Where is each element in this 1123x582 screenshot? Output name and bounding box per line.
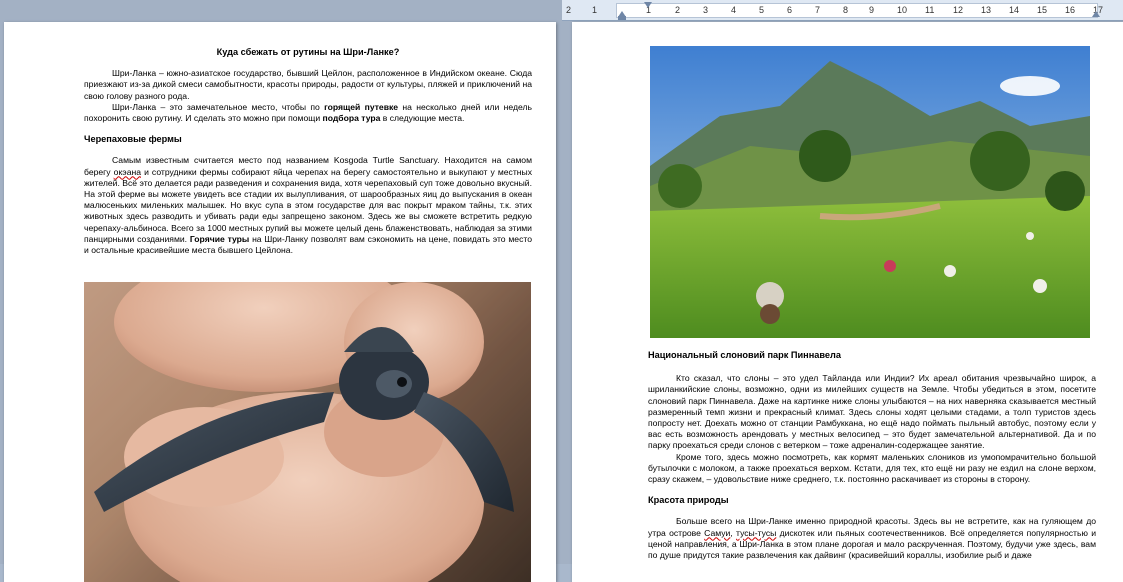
ruler-track	[616, 3, 1098, 18]
first-line-indent-marker[interactable]	[644, 2, 652, 8]
paragraph: Кроме того, здесь можно посмотреть, как кормят маленьких слоников из умопомрачительно большой бутылочки с молоком, а также проехаться верхом. Кстати, для тех, кто ещё ни разу не ездил на слоне верхом, сразу скажем, – удовольствие ниже среднего, т.к. постоянно раскачивает из стороны в сторону.	[648, 451, 1096, 485]
ruler-label: 1	[646, 5, 652, 15]
ruler-label: 5	[759, 5, 765, 15]
document-page-1[interactable]	[4, 22, 556, 582]
ruler-label: 11	[925, 5, 935, 15]
ruler-label: 13	[981, 5, 992, 15]
paragraph: Шри-Ланка – южно-азиатское государство, бывший Цейлон, расположенное в Индийском океане. Сюда приезжают из-за дикой смеси самобытности, красоты природы, радости от культуры, пляжей и приключений на свою голову разного рода.	[84, 68, 532, 101]
ruler-label: 15	[1037, 5, 1048, 15]
ruler-label: 2	[675, 5, 681, 15]
ruler-label: 12	[953, 5, 964, 15]
ruler-label: 16	[1065, 5, 1076, 15]
tea-plantation-photo	[650, 46, 1090, 338]
paragraph: Больше всего на Шри-Ланке именно природной красоты. Здесь вы не встретите, как на гуляющем до утра острове Самуи, тусы-тусы дискотек или пьяных соотечественников. Всё определяется популярностью и ценой направления, а Шри-Ланка в этом плане дорогая и мало раскрученная. Поэтому, будучи уже здесь, вам по душе придутся такие развлечения как дайвинг (красивейший кораллы, изобилие рыб и даже	[648, 516, 1096, 561]
section-heading: Красота природы	[648, 495, 729, 506]
ruler-label: 17	[1093, 5, 1104, 15]
ruler-label: 14	[1009, 5, 1020, 15]
ruler-label: 1	[592, 5, 598, 15]
left-indent-marker[interactable]	[618, 16, 626, 20]
ruler-label: 8	[843, 5, 849, 15]
paragraph: Самым известным считается место под названием Kosgoda Turtle Sanctuary. Находится на самом берегу окэана и сотрудники фермы собирают яйца черепах на берегу самостоятельно и выкупают у местных жителей. Всё это делается ради разведения и сохранения вида, хотя черепаховый суп тоже довольно вкусный. На этой ферме вы можете увидеть все стадии их вылупливания, от шарообразных яиц до выпускания в океан малюсеньких миленьких малышек. Но вкус супа в этом государстве для вас покрыт мраком тайны, т.к. этих животных здесь разводить и убивать ради еды запрещено законом. Здесь же вы сможете встретить редкую черепаху-альбиноса. Всего за 1000 местных рупий вы можете целый день блаженствовать, наблюдая за этими панцирными созданиями. Горячие туры на Шри-Ланку позволят вам сэкономить на цене, повидать это место и остальные красивейшие места бывшего Цейлона.	[84, 155, 533, 256]
document-page-2[interactable]	[572, 22, 1123, 582]
horizontal-ruler[interactable]	[562, 0, 1123, 21]
ruler-label: 2	[566, 5, 572, 15]
section-heading: Национальный слоновий парк Пиннавела	[648, 350, 841, 360]
section-heading: Черепаховые фермы	[84, 134, 182, 145]
ruler-label: 3	[703, 5, 709, 15]
document-title: Куда сбежать от рутины на Шри-Ланке?	[216, 47, 400, 57]
right-indent-marker[interactable]	[1092, 11, 1100, 17]
paragraph: Шри-Ланка – это замечательное место, чтобы по горящей путевке на несколько дней или недель похоронить свою рутину. И сделать это можно при помощи подбора тура в следующие места.	[84, 101, 532, 124]
page-2-text[interactable]	[648, 350, 1096, 561]
turtle-photo	[84, 282, 531, 582]
ruler-label: 9	[869, 5, 875, 15]
ruler-label: 7	[815, 5, 821, 15]
page-1-text[interactable]	[84, 47, 532, 256]
ruler-label: 10	[897, 5, 908, 15]
paragraph: Кто сказал, что слоны – это удел Тайланда или Индии? Их ареал обитания чрезвычайно широк, а шриланкийские слоны, возможно, одни из милейших существ на Земле. Чтобы убедиться в этом, посетите слоновий парк Пиннавела. Даже на картинке ниже слоны улыбаются – на них наверняка сказывается местный размеренный темп жизни и прекрасный климат. Здесь слоны ходят целыми стадами, а толп туристов здесь попросту нет. Доехать можно от станции Рамбуккана, но ещё надо поймать пыльный автобус, поэтому если у вас есть возможность арендовать у местных велосипед – это будет замечательной альтернативой. Да и по парку проехаться среди слонов с ветерком – тоже адреналин-содержащее занятие.	[648, 373, 1096, 451]
ruler-label: 4	[731, 5, 737, 15]
ruler-label: 6	[787, 5, 793, 15]
